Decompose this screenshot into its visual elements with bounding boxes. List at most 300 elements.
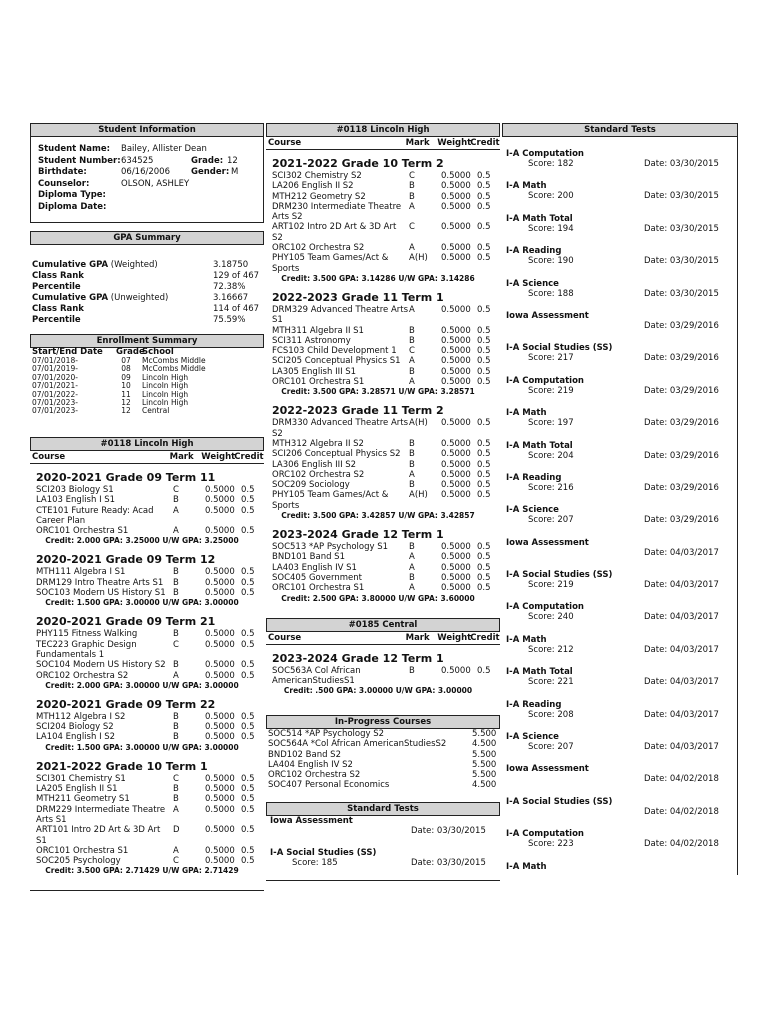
- course-name: [36, 640, 173, 661]
- test-score: Score: 223: [528, 839, 574, 850]
- test-entry: [502, 732, 737, 764]
- in-progress-list: [266, 729, 500, 790]
- course-name-line: Fundamentals 1: [36, 649, 105, 660]
- standard-tests-header: Standard Tests: [266, 802, 500, 816]
- col-mark: Mark: [405, 138, 430, 148]
- course-name: [272, 181, 409, 191]
- enrollment-school: McCombs Middle: [142, 364, 206, 374]
- gpa-label: Cumulative GPA: [32, 293, 109, 303]
- course-name-line: Sports: [272, 500, 300, 511]
- gpa-label: Percentile: [32, 315, 81, 325]
- in-progress-credit: 5.500: [472, 729, 497, 740]
- field-label: Diploma Type:: [38, 190, 106, 201]
- course-mark: C: [409, 171, 415, 181]
- test-score: Score: 219: [528, 580, 574, 591]
- course-row: [266, 367, 500, 377]
- enrollment-school: Lincoln High: [142, 372, 189, 382]
- course-name-line: PHY115 Fitness Walking: [36, 629, 138, 640]
- course-mark: B: [409, 335, 415, 346]
- course-credit: 0.5: [477, 335, 491, 346]
- course-mark: A: [409, 562, 415, 573]
- test-score-row: [270, 858, 500, 868]
- test-date: Date: 03/29/2016: [644, 450, 719, 461]
- course-row: [266, 356, 500, 366]
- counselor-row: [38, 179, 263, 191]
- test-name: I-A Science: [506, 732, 559, 743]
- course-name-line: Sports: [272, 263, 300, 274]
- course-weight: 0.5000: [205, 711, 235, 722]
- course-weight: 0.5000: [205, 856, 235, 867]
- test-name: I-A Math: [506, 181, 547, 192]
- test-name: I-A Math Total: [506, 667, 573, 678]
- course-name-line: MTH111 Algebra I S1: [36, 567, 126, 578]
- course-mark: B: [173, 732, 179, 743]
- test-score: Score: 217: [528, 353, 574, 364]
- course-weight: 0.5000: [441, 459, 471, 470]
- test-score-row: [506, 515, 737, 525]
- test-score-row: [506, 483, 737, 493]
- test-name: I-A Computation: [506, 829, 584, 840]
- gpa-summary-panel: [30, 245, 264, 327]
- test-date: Date: 04/03/2017: [644, 709, 719, 720]
- gpa-value: 3.16667: [213, 293, 249, 303]
- test-score-row: [506, 451, 737, 461]
- gpa-value: 72.38%: [213, 282, 246, 292]
- test-name: Iowa Assessment: [506, 537, 589, 548]
- course-mark: B: [173, 577, 179, 588]
- test-score: Score: 219: [528, 385, 574, 396]
- gpa-value: 114 of 467: [213, 304, 260, 314]
- course-mark: B: [173, 567, 179, 578]
- course-credit: 0.5: [477, 449, 491, 460]
- course-name-line: SCI302 Chemistry S2: [272, 171, 362, 181]
- course-name-line: SOC563A Col African: [272, 665, 361, 676]
- course-mark: C: [409, 346, 415, 357]
- course-credit: 0.5: [241, 670, 255, 681]
- course-weight: 0.5000: [441, 171, 471, 181]
- course-name-line: MTH211 Geometry S1: [36, 794, 130, 805]
- course-row: [266, 449, 500, 459]
- student-info-header: Student Information: [30, 123, 264, 137]
- course-row: [30, 722, 264, 732]
- course-name: [272, 346, 409, 356]
- gpa-row: [32, 271, 264, 282]
- course-weight: 0.5000: [441, 181, 471, 192]
- course-weight: 0.5000: [441, 377, 471, 388]
- course-mark: C: [173, 856, 179, 867]
- course-name: [36, 485, 173, 495]
- test-entry: [502, 279, 737, 311]
- course-credit: 0.5: [477, 346, 491, 357]
- test-score: [506, 548, 644, 558]
- course-row: [266, 243, 500, 253]
- enrollment-grade: 10: [121, 381, 131, 391]
- course-row: [266, 346, 500, 356]
- course-name-line: SCI204 Biology S2: [36, 722, 114, 733]
- test-score-row: [506, 159, 737, 169]
- course-mark: A(H): [409, 253, 428, 264]
- course-name-line: SOC513 *AP Psychology S1: [272, 542, 389, 553]
- course-credit: 0.5: [477, 562, 491, 573]
- test-score-row: [506, 224, 737, 234]
- course-name: [272, 377, 409, 387]
- course-name-line: S2: [272, 428, 283, 439]
- course-row: [266, 563, 500, 573]
- birthdate: 06/16/2006: [121, 167, 170, 178]
- course-name-line: MTH311 Algebra II S1: [272, 325, 364, 336]
- test-date: Date: 04/03/2017: [644, 677, 719, 688]
- test-score: [270, 826, 411, 836]
- test-score-row: [506, 418, 737, 428]
- enrollment-school: Lincoln High: [142, 389, 189, 399]
- col-credit: Credit: [470, 632, 500, 643]
- right-column: [502, 123, 738, 875]
- course-weight: 0.5000: [441, 490, 471, 501]
- course-credit: 0.5: [241, 639, 255, 650]
- enrollment-rows: [30, 357, 264, 416]
- course-mark: B: [409, 449, 415, 460]
- in-progress-row: [266, 780, 500, 790]
- test-entry: [502, 570, 737, 602]
- course-weight: 0.5000: [441, 253, 471, 264]
- course-name: [272, 192, 409, 202]
- course-credit: 0.5: [477, 583, 491, 594]
- course-row: [30, 485, 264, 495]
- enrollment-date: 07/01/2022-: [32, 389, 78, 399]
- course-mark: B: [173, 722, 179, 733]
- term-title: 2021-2022 Grade 10 Term 1: [36, 759, 208, 773]
- course-name: [272, 583, 409, 593]
- course-row: [30, 805, 264, 826]
- test-entry: [266, 848, 500, 880]
- gender: M: [231, 167, 239, 178]
- term-credit-summary: Credit: .500 GPA: 3.00000 U/W GPA: 3.00000: [283, 686, 473, 696]
- test-score-row: [506, 710, 737, 720]
- test-entry: [502, 602, 737, 634]
- course-credit: 0.5: [477, 171, 491, 181]
- col-grade: Grade: [116, 347, 145, 357]
- col-mark: Mark: [405, 632, 430, 643]
- course-weight: 0.5000: [205, 495, 235, 506]
- course-credit: 0.5: [477, 572, 491, 583]
- in-progress-course: SOC514 *AP Psychology S2: [268, 729, 385, 740]
- course-name-line: SCI301 Chemistry S1: [36, 773, 126, 784]
- course-name: [272, 490, 409, 511]
- test-entry: [502, 408, 737, 440]
- test-score: Score: 194: [528, 223, 574, 234]
- course-row: [30, 856, 264, 866]
- course-weight: 0.5000: [441, 243, 471, 254]
- course-credit: 0.5: [241, 794, 255, 805]
- test-entry: [502, 829, 737, 861]
- test-score-row: [506, 612, 737, 622]
- test-score-row: [506, 191, 737, 201]
- term-credit-summary: Credit: 3.500 GPA: 3.42857 U/W GPA: 3.42857: [281, 511, 475, 521]
- course-row: [266, 573, 500, 583]
- counselor: OLSON, ASHLEY: [121, 178, 190, 189]
- course-credit: 0.5: [241, 845, 255, 856]
- enrollment-date: 07/01/2018-: [32, 356, 78, 365]
- gpa-value: 3.18750: [213, 260, 249, 270]
- in-progress-row: [266, 739, 500, 749]
- course-mark: A: [409, 356, 415, 367]
- course-row: [266, 305, 500, 326]
- in-progress-credit: 5.500: [472, 759, 497, 770]
- course-weight: 0.5000: [441, 542, 471, 553]
- in-progress-row: [266, 750, 500, 760]
- course-name: [36, 774, 173, 784]
- course-name-line: DRM129 Intro Theatre Arts S1: [36, 577, 164, 588]
- course-weight: 0.5000: [205, 505, 235, 516]
- term-credit-summary: Credit: 2.000 GPA: 3.00000 U/W GPA: 3.00000: [45, 680, 239, 690]
- course-mark: B: [409, 325, 415, 336]
- test-date: Date: 04/03/2017: [644, 580, 719, 591]
- course-credit: 0.5: [241, 629, 255, 640]
- test-name: I-A Reading: [506, 246, 562, 257]
- test-score-row: [506, 321, 737, 331]
- test-date: Date: 03/29/2016: [644, 418, 719, 429]
- field-label: Diploma Date:: [38, 201, 107, 212]
- in-progress-credit: 5.500: [472, 769, 497, 780]
- test-date: Date: 04/02/2018: [644, 806, 719, 817]
- test-name: I-A Math: [506, 861, 547, 872]
- test-entry: [266, 816, 500, 848]
- test-entry: [502, 764, 737, 796]
- student-number: 634525: [121, 155, 154, 166]
- test-name: I-A Computation: [506, 149, 584, 159]
- course-name-line: TEC223 Graphic Design: [36, 639, 137, 650]
- course-name: [272, 356, 409, 366]
- course-weight: 0.5000: [441, 438, 471, 449]
- course-name-line: ART102 Intro 2D Art & 3D Art S2: [272, 222, 397, 243]
- course-name-line: LA206 English II S2: [272, 181, 354, 192]
- term-credit-summary: Credit: 3.500 GPA: 3.28571 U/W GPA: 3.28571: [281, 387, 475, 397]
- term-title: 2020-2021 Grade 09 Term 22: [36, 697, 216, 711]
- enrollment-row: [30, 407, 264, 415]
- test-date: Date: 04/02/2018: [644, 839, 719, 850]
- test-score-row: [270, 826, 500, 836]
- term-credit-summary: Credit: 1.500 GPA: 3.00000 U/W GPA: 3.00000: [45, 742, 239, 752]
- test-entry: [502, 149, 737, 181]
- test-date: Date: 04/02/2018: [644, 774, 719, 785]
- test-date: Date: 03/30/2015: [644, 223, 719, 234]
- gpa-row: [32, 315, 264, 326]
- test-entry: [502, 376, 737, 408]
- test-entry: [502, 635, 737, 667]
- test-date: Date: 03/30/2015: [644, 256, 719, 267]
- gpa-suffix: (Unweighted): [110, 293, 169, 303]
- course-row: [266, 480, 500, 490]
- test-date: Date: 04/03/2017: [644, 547, 719, 558]
- course-name-line: DRM229 Intermediate Theatre: [36, 804, 166, 815]
- course-weight: 0.5000: [205, 773, 235, 784]
- course-mark: A: [173, 670, 179, 681]
- course-mark: A: [409, 552, 415, 563]
- course-name: [272, 480, 409, 490]
- test-score-row: [506, 256, 737, 266]
- gpa-label: Class Rank: [32, 304, 84, 314]
- course-row: [266, 439, 500, 449]
- course-row: [266, 460, 500, 470]
- enrollment-grade: 12: [121, 406, 131, 416]
- course-mark: B: [409, 181, 415, 192]
- course-name-line: ORC101 Orchestra S1: [272, 583, 365, 594]
- course-mark: A: [409, 583, 415, 594]
- course-weight: 0.5000: [441, 335, 471, 346]
- course-name-line: Arts S1: [36, 814, 67, 825]
- course-credit: 0.5: [477, 253, 491, 264]
- course-mark: A: [173, 505, 179, 516]
- test-score: Score: 207: [528, 515, 574, 526]
- student-number-row: [38, 156, 263, 168]
- test-date: Date: 03/30/2015: [644, 191, 719, 202]
- middle-column: [266, 123, 500, 881]
- term-title: 2020-2021 Grade 09 Term 11: [36, 471, 216, 484]
- test-score-row: [506, 839, 737, 849]
- test-score-row: [506, 289, 737, 299]
- test-name: I-A Math: [506, 408, 547, 419]
- test-score-row: [506, 548, 737, 558]
- course-row: [266, 336, 500, 346]
- test-name: I-A Social Studies (SS): [506, 796, 613, 807]
- course-credit: 0.5: [477, 552, 491, 563]
- course-name-line: LA306 English III S2: [272, 459, 357, 470]
- test-date: Date: 03/30/2015: [411, 858, 486, 869]
- test-score: Score: 221: [528, 677, 574, 688]
- test-date: Date: 03/30/2015: [644, 159, 719, 169]
- enrollment-summary-panel: [30, 348, 264, 436]
- course-name: [36, 495, 173, 505]
- course-name: [36, 588, 173, 598]
- course-row: [30, 588, 264, 598]
- course-mark: A: [409, 243, 415, 254]
- diploma-date-row: [38, 202, 263, 214]
- course-mark: B: [409, 480, 415, 491]
- course-credit: 0.5: [477, 366, 491, 377]
- test-date: Date: 04/03/2017: [644, 644, 719, 655]
- course-mark: D: [173, 825, 180, 836]
- course-credit: 0.5: [241, 660, 255, 671]
- test-date: Date: 03/30/2015: [411, 826, 486, 837]
- course-row: [30, 629, 264, 639]
- student-info-panel: [30, 137, 264, 223]
- course-weight: 0.5000: [205, 670, 235, 681]
- course-credit: 0.5: [477, 356, 491, 367]
- test-score: Score: 216: [528, 482, 574, 493]
- test-entry: [502, 311, 737, 343]
- enrollment-grade: 12: [121, 397, 131, 407]
- course-name: [272, 470, 409, 480]
- course-name: [272, 202, 409, 223]
- course-name: [272, 367, 409, 377]
- course-name: [36, 825, 173, 846]
- course-column-headers: [30, 451, 264, 464]
- col-dates: Start/End Date: [32, 347, 103, 357]
- test-entry: [502, 246, 737, 278]
- enrollment-grade: 08: [121, 364, 131, 374]
- course-weight: 0.5000: [205, 784, 235, 795]
- course-credit: 0.5: [477, 222, 491, 233]
- course-name-line: SOC405 Government: [272, 572, 362, 583]
- course-credit: 0.5: [477, 377, 491, 388]
- course-weight: 0.5000: [441, 366, 471, 377]
- course-credit: 0.5: [241, 856, 255, 867]
- term-title: 2020-2021 Grade 09 Term 12: [36, 553, 216, 567]
- term-title: 2022-2023 Grade 11 Term 2: [272, 404, 444, 418]
- course-credit: 0.5: [241, 804, 255, 815]
- in-progress-course: BND102 Band S2: [268, 749, 341, 760]
- test-score: [506, 774, 644, 784]
- test-name: I-A Math Total: [506, 440, 573, 451]
- course-weight: 0.5000: [205, 794, 235, 805]
- course-weight: 0.5000: [205, 567, 235, 578]
- enrollment-date: 07/01/2023-: [32, 397, 78, 407]
- course-name-line: SCI205 Conceptual Physics S1: [272, 356, 401, 367]
- course-weight: 0.5000: [441, 356, 471, 367]
- course-weight: 0.5000: [441, 191, 471, 202]
- course-credit: 0.5: [241, 711, 255, 722]
- term-credit-summary: Credit: 3.500 GPA: 3.14286 U/W GPA: 3.14286: [281, 273, 475, 283]
- course-name: [36, 722, 173, 732]
- school-header: #0118 Lincoln High: [30, 437, 264, 451]
- test-name: I-A Social Studies (SS): [270, 848, 377, 859]
- course-weight: 0.5000: [205, 639, 235, 650]
- standard-tests-list: [502, 137, 738, 875]
- col-school: School: [142, 347, 174, 357]
- course-row: [30, 526, 264, 536]
- course-mark: A: [409, 304, 415, 315]
- course-credit: 0.5: [477, 304, 491, 315]
- col-weight: Weight: [437, 632, 472, 643]
- field-label: Gender:: [191, 167, 230, 178]
- student-grade: 12: [227, 155, 238, 166]
- course-credit: 0.5: [241, 495, 255, 506]
- test-name: I-A Computation: [506, 602, 584, 613]
- in-progress-header: In-Progress Courses: [266, 715, 500, 729]
- school-header: #0185 Central: [266, 618, 500, 632]
- gpa-value: 129 of 467: [213, 271, 260, 281]
- course-credit: 0.5: [241, 588, 255, 599]
- test-score-row: [506, 742, 737, 752]
- test-date: Date: 03/30/2015: [644, 288, 719, 299]
- course-name-line: ORC102 Orchestra S2: [272, 243, 365, 254]
- course-name-line: ART101 Intro 2D Art & 3D Art S1: [36, 825, 161, 846]
- course-mark: A: [173, 804, 179, 815]
- course-name-line: MTH312 Algebra II S2: [272, 438, 364, 449]
- course-weight: 0.5000: [205, 845, 235, 856]
- course-row: [30, 846, 264, 856]
- term-list: [266, 156, 500, 604]
- course-weight: 0.5000: [205, 825, 235, 836]
- course-name: [272, 222, 409, 243]
- test-name: I-A Science: [506, 278, 559, 289]
- course-credit: 0.5: [477, 469, 491, 480]
- term-title: 2023-2024 Grade 12 Term 1: [272, 651, 444, 665]
- test-name: I-A Math Total: [506, 213, 573, 224]
- test-score-row: [506, 645, 737, 655]
- course-weight: 0.5000: [441, 562, 471, 573]
- course-weight: 0.5000: [441, 572, 471, 583]
- course-credit: 0.5: [477, 181, 491, 192]
- course-name: [36, 784, 173, 794]
- term-credit-summary: Credit: 2.000 GPA: 3.25000 U/W GPA: 3.25000: [45, 536, 239, 546]
- course-credit: 0.5: [241, 505, 255, 516]
- course-name: [272, 253, 409, 274]
- course-weight: 0.5000: [205, 660, 235, 671]
- course-weight: 0.5000: [441, 480, 471, 491]
- in-progress-course: SOC407 Personal Economics: [268, 780, 390, 791]
- in-progress-credit: 5.500: [472, 749, 497, 760]
